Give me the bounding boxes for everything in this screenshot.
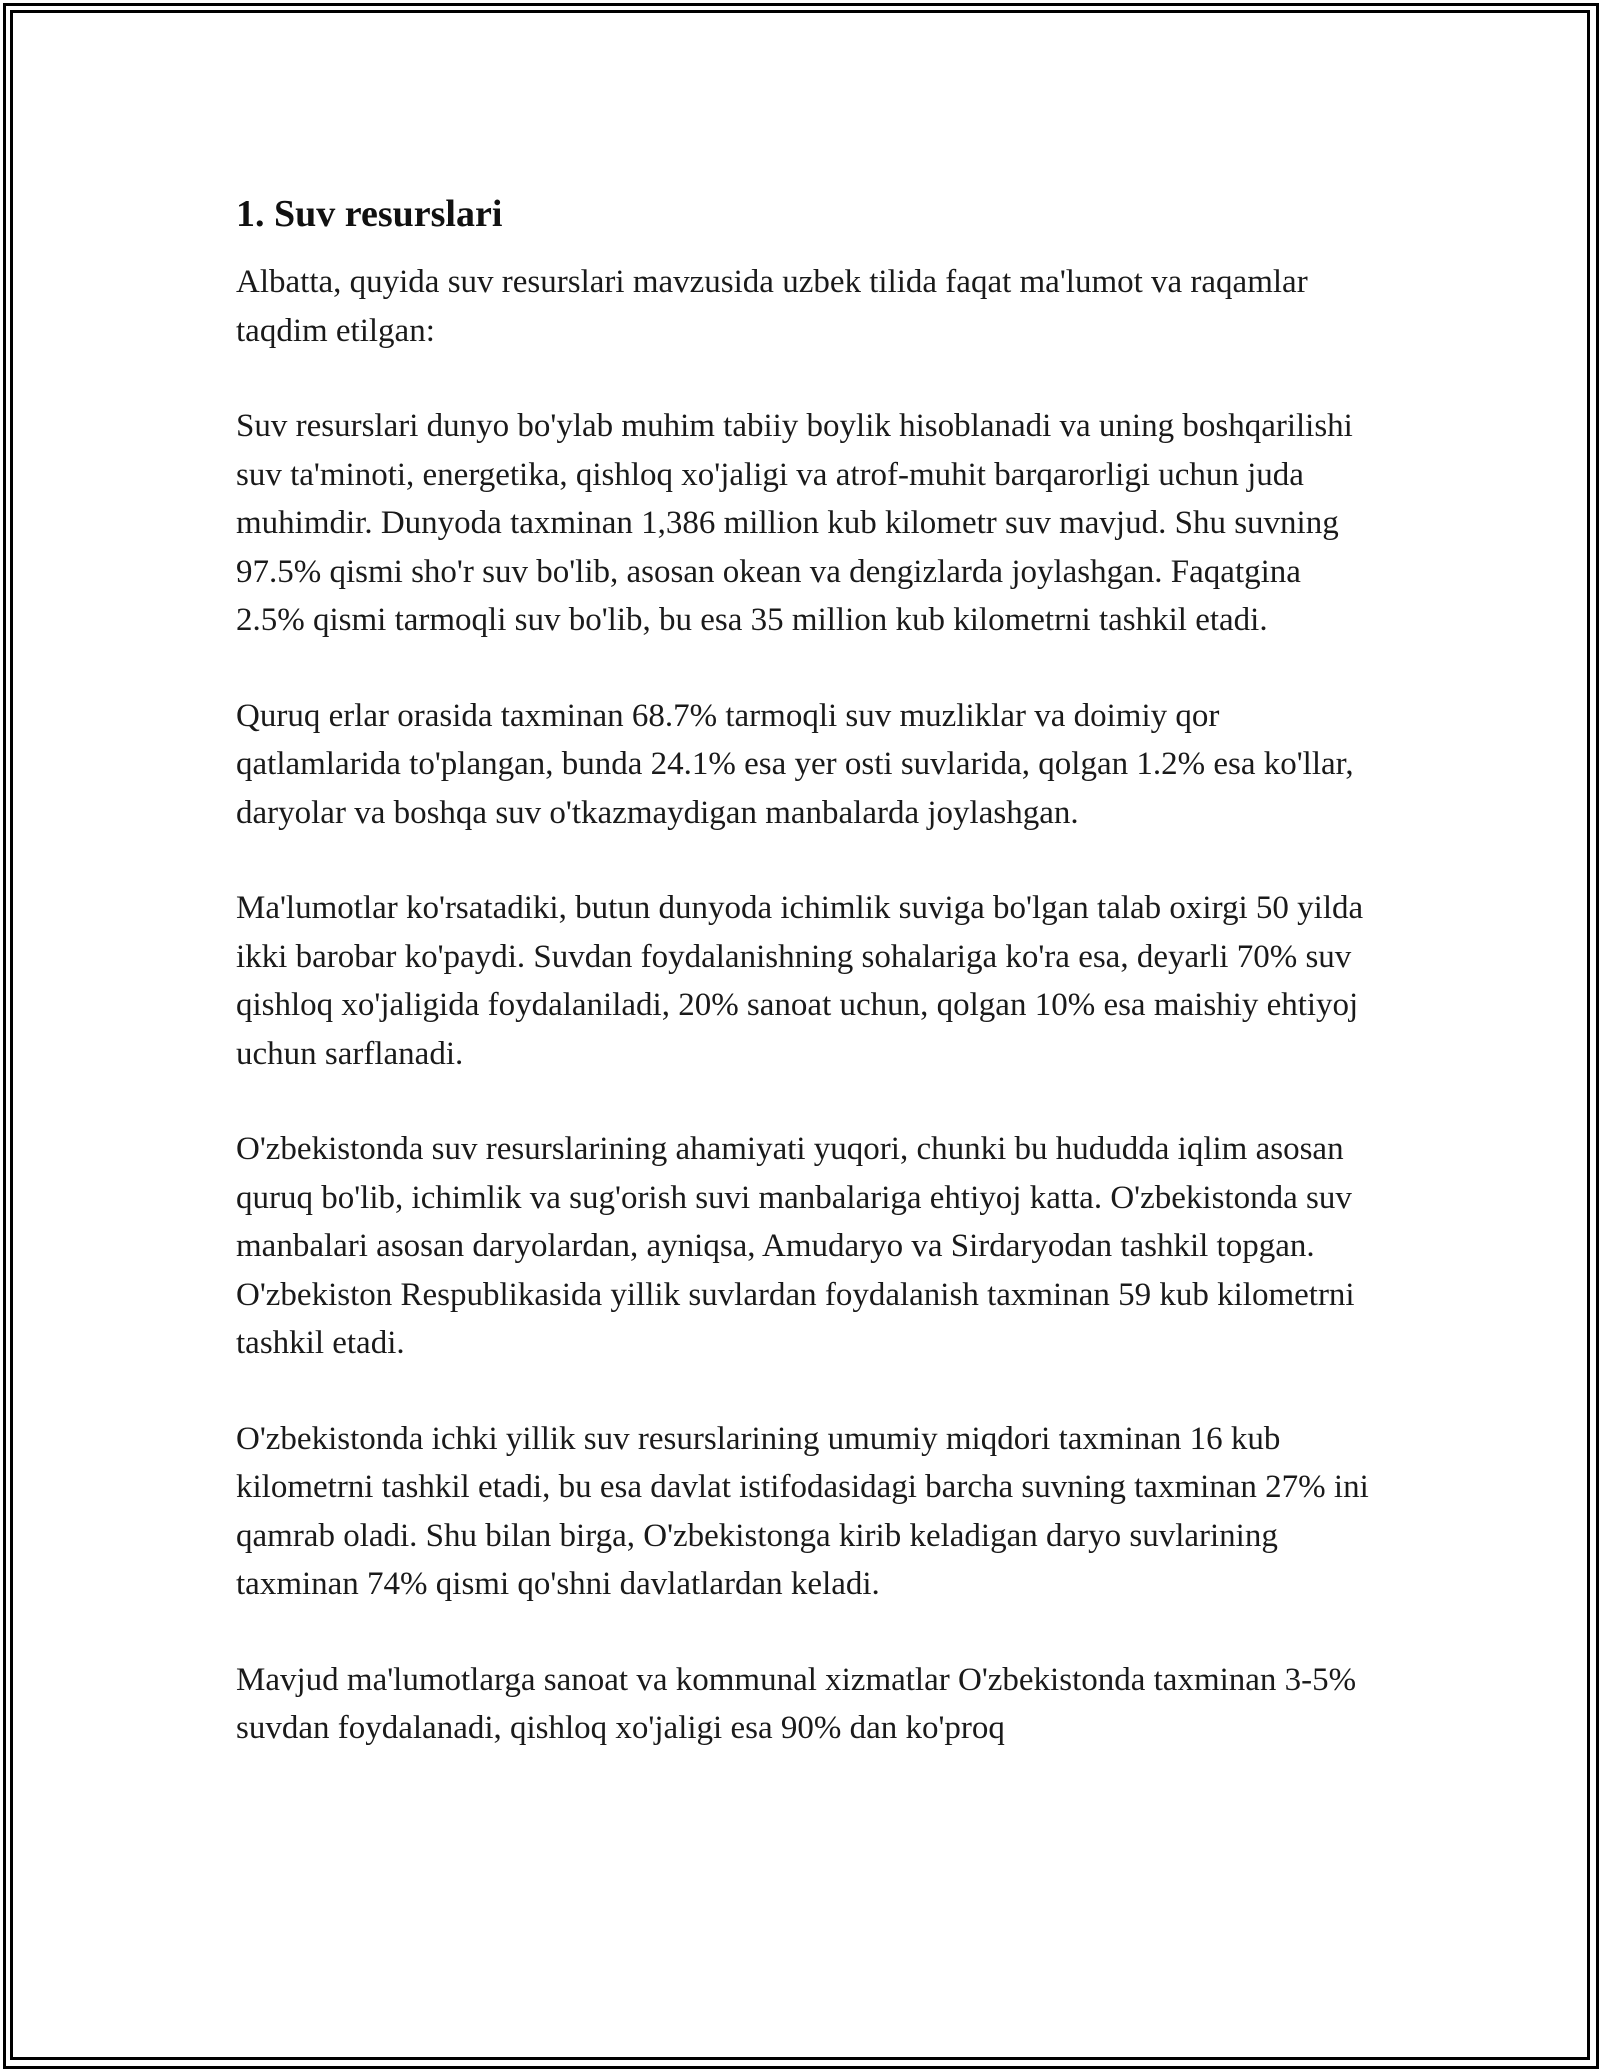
paragraph-freshwater-distribution: Quruq erlar orasida taxminan 68.7% tarmoqli suv muzliklar va doimiy qor qatlamlarida to'plangan, bunda 24.1% esa yer osti suvlarida, qolgan 1.2% esa ko'llar, daryolar va boshqa suv o'tkazmaydigan manbalarda joylashgan. xyxy=(236,697,1354,831)
paragraph-uzbekistan-usage: Mavjud ma'lumotlarga sanoat va kommunal xizmatlar O'zbekistonda taxminan 3-5% suvdan foydalanadi, qishloq xo'jaligi esa 90% dan ko'proq xyxy=(236,1661,1357,1746)
section-title: 1. Suv resurslari xyxy=(236,193,503,235)
paragraph-world-water: Suv resurslari dunyo bo'ylab muhim tabiiy boylik hisoblanadi va uning boshqarilishi suv ta'minoti, energetika, qishloq xo'jaligi va atrof-muhit barqarorligi uchun juda muhimdir. Dunyoda taxminan 1,386 million kub kilometr suv mavjud. Shu suvning 97.5% qismi sho'r suv bo'lib, asosan okean va dengizlarda joylashgan. Faqatgina 2.5% qismi tarmoqli suv bo'lib, bu esa 35 million kub kilometrni tashkil etadi. xyxy=(236,408,1353,638)
document-body xyxy=(236,186,1376,1800)
paragraph-uzbekistan-importance: O'zbekistonda suv resurslarining ahamiyati yuqori, chunki bu hududda iqlim asosan quruq bo'lib, ichimlik va sug'orish suvi manbalariga ehtiyoj katta. O'zbekistonda suv manbalari asosan daryolardan, ayniqsa, Amudaryo va Sirdaryodan tashkil topgan. O'zbekiston Respublikasida yillik suvlardan foydalanish taxminan 59 kub kilometrni tashkil etadi. xyxy=(236,1131,1355,1361)
paragraph-uzbekistan-resources: O'zbekistonda ichki yillik suv resurslarining umumiy miqdori taxminan 16 kub kilometrni tashkil etadi, bu esa davlat istifodasidagi barcha suvning taxminan 27% ini qamrab oladi. Shu bilan birga, O'zbekistonga kirib keladigan daryo suvlarining taxminan 74% qismi qo'shni davlatlardan keladi. xyxy=(236,1420,1369,1602)
paragraph-intro: Albatta, quyida suv resurslari mavzusida uzbek tilida faqat ma'lumot va raqamlar taqdim etilgan: xyxy=(236,264,1308,349)
paragraph-water-demand: Ma'lumotlar ko'rsatadiki, butun dunyoda ichimlik suviga bo'lgan talab oxirgi 50 yilda ikki barobar ko'paydi. Suvdan foydalanishning sohalariga ko'ra esa, deyarli 70% suv qishloq xo'jaligida foydalaniladi, 20% sanoat uchun, qolgan 10% esa maishiy ehtiyoj uchun sarflanadi. xyxy=(236,890,1364,1072)
